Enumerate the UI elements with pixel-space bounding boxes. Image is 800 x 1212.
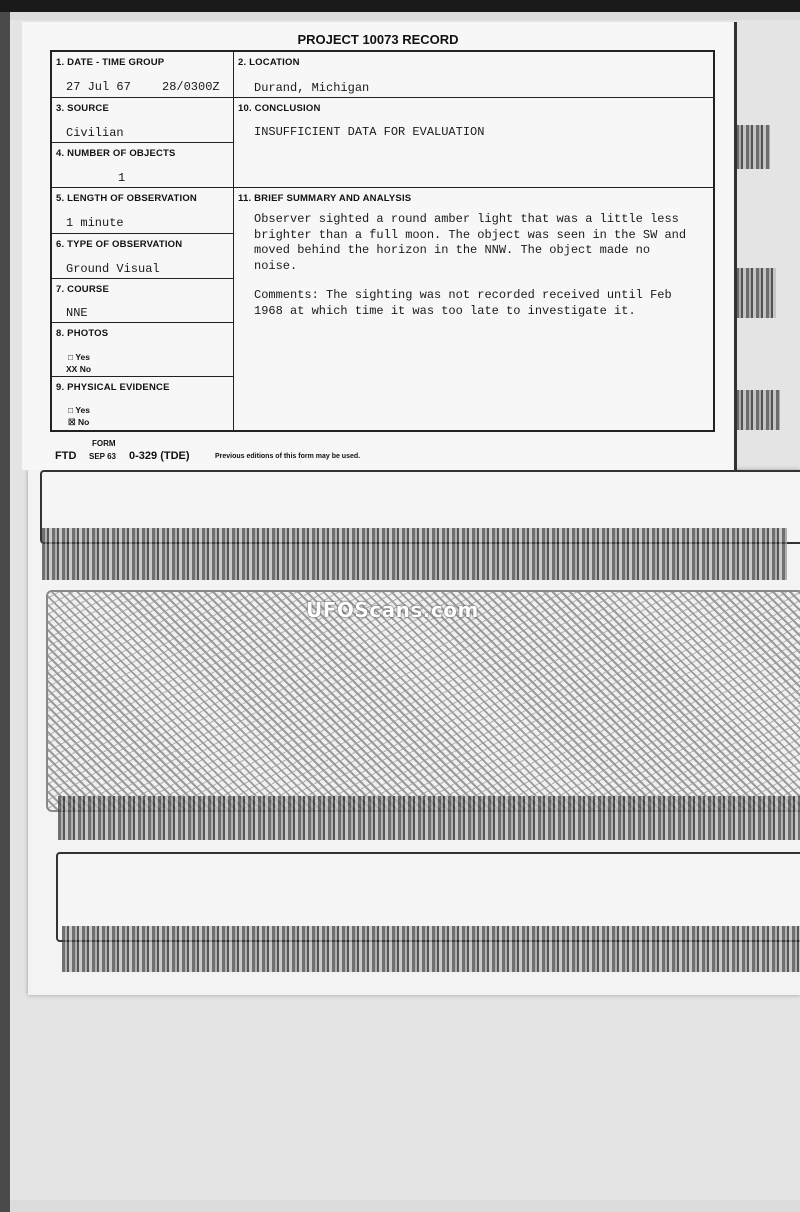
type-label: 6. TYPE OF OBSERVATION <box>56 239 183 250</box>
noise-strip-2 <box>58 796 800 840</box>
form-grid <box>50 50 715 432</box>
photos-yes-label: Yes <box>75 352 91 362</box>
summary-line: brighter than a full moon. The object was seen in the SW and <box>254 227 687 242</box>
record-form <box>22 22 737 470</box>
course-label: 7. COURSE <box>56 284 110 295</box>
evidence-yes-option[interactable] <box>68 405 90 415</box>
checked-mark-icon: XX <box>66 364 78 374</box>
footer-note: Previous editions of this form may be used. <box>215 453 361 460</box>
row-divider <box>52 142 233 143</box>
footer-form-word: FORM <box>92 439 116 448</box>
noise-block <box>46 590 800 812</box>
number-of-objects-label: 4. NUMBER OF OBJECTS <box>56 148 176 159</box>
noise-strip-3 <box>62 926 800 972</box>
physical-evidence-label: 9. PHYSICAL EVIDENCE <box>56 382 170 393</box>
evidence-yes-label: Yes <box>75 405 91 415</box>
edge-fragment-3 <box>736 390 780 430</box>
row-divider <box>52 376 233 377</box>
location-label: 2. LOCATION <box>238 57 300 68</box>
footer-ftd: FTD <box>55 450 77 462</box>
conclusion-value: INSUFFICIENT DATA FOR EVALUATION <box>254 125 485 139</box>
row-divider <box>52 187 715 188</box>
source-value: Civilian <box>66 126 124 140</box>
summary-line: Observer sighted a round amber light that was a little less <box>254 212 679 226</box>
location-value: Durand, Michigan <box>254 81 370 95</box>
checkbox-icon: □ <box>68 352 74 362</box>
photos-yes-option[interactable] <box>68 352 90 362</box>
evidence-no-option[interactable] <box>68 417 89 428</box>
course-value: NNE <box>66 306 88 320</box>
time-value: 28/0300Z <box>162 80 220 94</box>
checkbox-icon: □ <box>68 405 74 415</box>
row-divider <box>52 233 233 234</box>
conclusion-label: 10. CONCLUSION <box>238 103 321 114</box>
summary-text <box>254 212 724 319</box>
source-label: 3. SOURCE <box>56 103 110 114</box>
row-divider <box>52 278 233 279</box>
photos-no-label: No <box>79 364 92 374</box>
left-dark-edge <box>0 12 10 1212</box>
edge-fragment-2 <box>736 268 776 318</box>
summary-line: noise. <box>254 258 298 273</box>
photos-label: 8. PHOTOS <box>56 328 109 339</box>
checked-box-icon: ☒ <box>68 417 76 427</box>
summary-line: moved behind the horizon in the NNW. The object made no <box>254 243 651 257</box>
length-value: 1 minute <box>66 216 124 230</box>
length-label: 5. LENGTH OF OBSERVATION <box>56 193 197 204</box>
watermark: UFOScans.com <box>306 598 479 622</box>
top-dark-strip <box>0 0 800 12</box>
edge-fragment-1 <box>736 125 770 169</box>
comment-line: 1968 at which time it was too late to investigate it. <box>254 303 636 318</box>
form-title: PROJECT 10073 RECORD <box>297 32 459 47</box>
noise-strip-1 <box>42 528 787 580</box>
column-divider <box>233 52 234 432</box>
evidence-no-label: No <box>78 417 90 427</box>
comment-line: Comments: The sighting was not recorded received until Feb <box>254 288 672 302</box>
summary-label: 11. BRIEF SUMMARY AND ANALYSIS <box>238 193 412 204</box>
type-value: Ground Visual <box>66 262 160 276</box>
footer-code: 0-329 (TDE) <box>129 450 190 462</box>
number-of-objects-value: 1 <box>118 171 126 185</box>
date-time-label: 1. DATE - TIME GROUP <box>56 57 165 68</box>
footer-sep63: SEP 63 <box>89 452 116 461</box>
photos-no-option[interactable] <box>66 364 91 374</box>
row-divider <box>52 322 233 323</box>
row-divider <box>52 97 715 98</box>
date-value: 27 Jul 67 <box>66 80 131 94</box>
